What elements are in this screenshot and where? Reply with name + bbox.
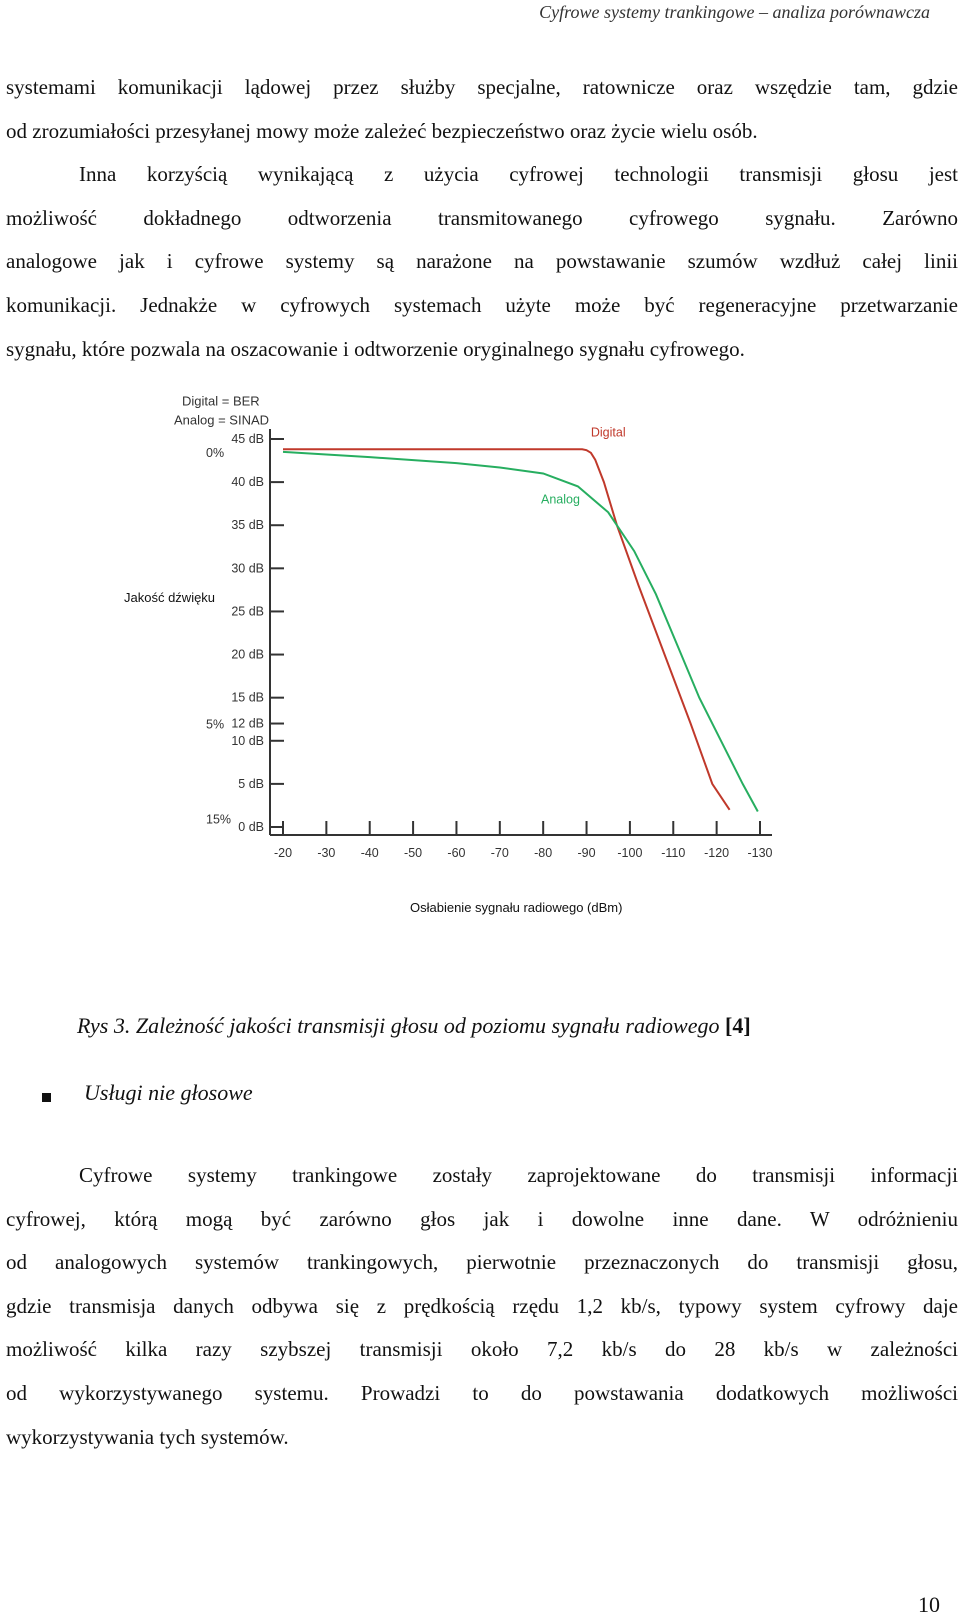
y-axis-label: Jakość dźwięku	[124, 590, 216, 605]
x-tick-label: -30	[317, 846, 336, 860]
text-line: komunikacji. Jednakże w cyfrowych systemach użyte może być regeneracyjne przetwarzanie	[6, 292, 958, 317]
signal-quality-chart	[120, 392, 820, 932]
text-line: możliwość dokładnego odtworzenia transmitowanego cyfrowego sygnału. Zarówno	[6, 205, 958, 230]
y-tick-label: 10 dB	[231, 733, 264, 748]
series-label-digital: Digital	[590, 425, 626, 440]
series-line-analog	[283, 452, 758, 812]
text-line: Inna korzyścią wynikającą z użycia cyfrowej technologii transmisji głosu jest	[79, 162, 958, 187]
x-tick-label: -70	[490, 846, 509, 860]
text-line: analogowe jak i cyfrowe systemy są narażone na powstawanie szumów wzdłuż całej linii	[6, 249, 958, 274]
caption-reference: [4]	[725, 1013, 751, 1038]
series-label-analog: Analog	[541, 492, 580, 507]
x-tick-label: -120	[704, 846, 730, 860]
series-line-digital	[283, 449, 730, 810]
running-header: Cyfrowe systemy trankingowe – analiza porównawcza	[539, 2, 930, 22]
y-tick-label: 15 dB	[231, 690, 264, 705]
legend-entry-digital-ber: Digital = BER	[182, 393, 260, 409]
caption-label: Rys 3.	[77, 1013, 131, 1038]
y-tick-label: 12 dB	[231, 716, 264, 731]
x-tick-label: -20	[273, 846, 293, 860]
paragraph-intro	[6, 66, 958, 371]
x-tick-label: -100	[617, 846, 643, 860]
x-tick-label: -40	[360, 846, 379, 860]
y-tick-label: 20 dB	[231, 647, 264, 662]
text-line: od analogowych systemów trankingowych, pierwotnie przeznaczonych do transmisji głosu,	[6, 1250, 958, 1275]
text-line: systemami komunikacji lądowej przez służby specjalne, ratownicze oraz wszędzie tam, gdzie	[6, 75, 958, 99]
y-tick-label: 25 dB	[231, 604, 264, 619]
text-line: sygnału, które pozwala na oszacowanie i odtworzenie oryginalnego sygnału cyfrowego.	[6, 336, 745, 361]
text-line: od wykorzystywanego systemu. Prowadzi to do powstawania dodatkowych możliwości	[6, 1380, 958, 1405]
y-tick-label: 35 dB	[231, 518, 264, 533]
x-axis-label: Osłabienie sygnału radiowego (dBm)	[410, 900, 623, 915]
bullet-square-icon	[42, 1093, 51, 1102]
text-line: od zrozumiałości przesyłanej mowy może zależeć bezpieczeństwo oraz życie wielu osób.	[6, 118, 758, 143]
section-heading: Usługi nie głosowe	[84, 1080, 253, 1105]
text-line: możliwość kilka razy szybszej transmisji około 7,2 kb/s do 28 kb/s w zależności	[6, 1337, 958, 1362]
text-line: wykorzystywania tych systemów.	[6, 1424, 289, 1449]
y-tick-label: 0 dB	[238, 820, 264, 834]
text-line: cyfrowej, którą mogą być zarówno głos jak i dowolne inne dane. W odróżnieniu	[6, 1206, 958, 1231]
y-tick-label: 5 dB	[238, 776, 264, 791]
chart-series	[283, 425, 758, 811]
x-tick-label: -110	[661, 846, 686, 860]
text-line: Cyfrowe systemy trankingowe zostały zaprojektowane do transmisji informacji	[79, 1163, 958, 1187]
y-tick-label: 45 dB	[231, 432, 264, 446]
x-tick-label: -60	[447, 846, 466, 860]
chart-ticks	[206, 432, 773, 860]
figure-caption	[77, 1013, 751, 1039]
page-number: 10	[918, 1592, 940, 1617]
x-tick-label: -80	[534, 846, 553, 860]
x-tick-label: -90	[577, 846, 596, 860]
x-tick-label: -50	[404, 846, 423, 860]
figure-chart	[120, 392, 820, 932]
text-line: gdzie transmisja danych odbywa się z prędkością rzędu 1,2 kb/s, typowy system cyfrowy daje	[6, 1293, 958, 1318]
paragraph-data-services	[6, 1154, 958, 1459]
y-tick-label: 40 dB	[231, 475, 264, 490]
ber-marker-label: 5%	[206, 717, 225, 732]
caption-text: Zależność jakości transmisji głosu od poziomu sygnału radiowego	[135, 1013, 720, 1038]
y-tick-label: 30 dB	[231, 561, 264, 576]
ber-marker-label: 15%	[206, 812, 232, 827]
ber-marker-label: 0%	[206, 445, 225, 460]
x-tick-label: -130	[747, 846, 773, 860]
legend-entry-analog-sinad: Analog = SINAD	[174, 412, 270, 428]
chart-axes	[270, 429, 772, 835]
